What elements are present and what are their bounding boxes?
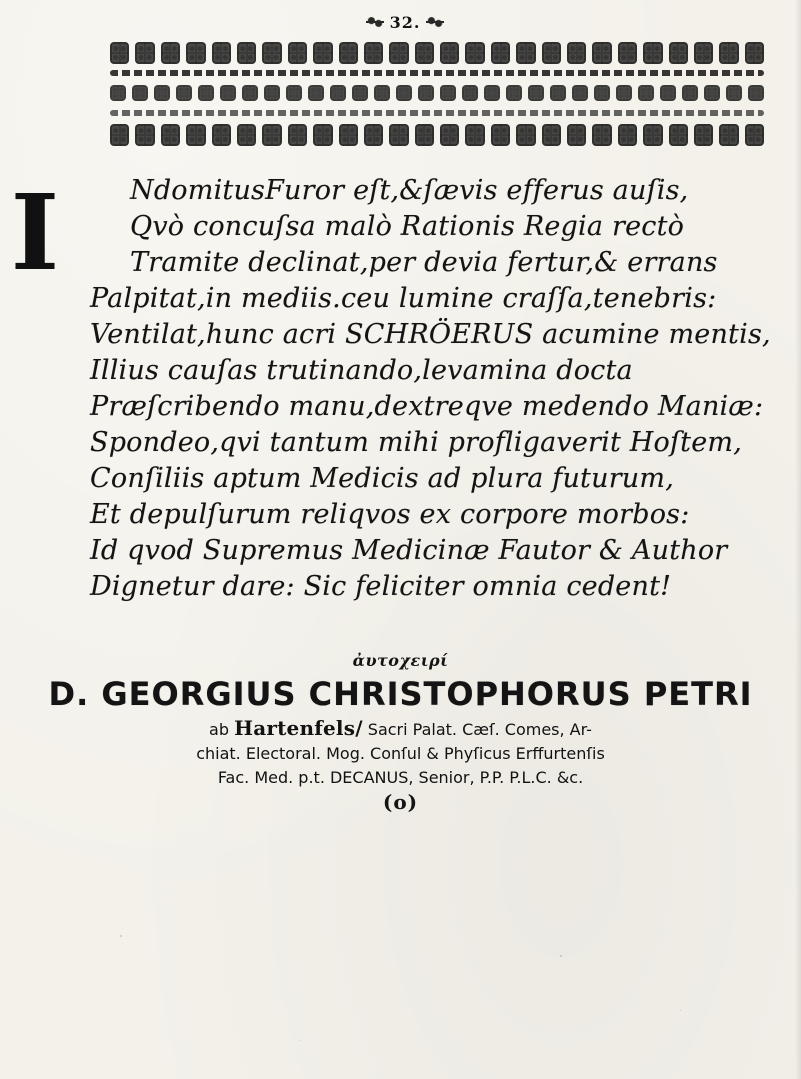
ornament-icon (638, 85, 654, 101)
ornament-icon (618, 42, 637, 64)
ornament-icon (135, 42, 154, 64)
poem-line: NdomitusFuror eſt,&ſævis efferus auſis, (130, 175, 689, 206)
poem-line: Præſcribendo manu,dextreqve medendo Maniæ: (90, 391, 764, 422)
ornament-row (110, 122, 764, 148)
ornamental-band (110, 40, 764, 160)
ornament-row (110, 80, 764, 106)
ornament-icon (242, 85, 258, 101)
ornament-icon (220, 85, 236, 101)
ornament-icon (465, 42, 484, 64)
poem-line: Illius cauſas trutinando,levamina docta (90, 355, 633, 386)
ornament-icon (462, 85, 478, 101)
closing-ornament: (o) (382, 790, 419, 814)
ornament-icon (719, 42, 738, 64)
ornament-icon (389, 124, 408, 146)
ornament-icon (262, 124, 281, 146)
ornament-icon (572, 85, 588, 101)
poem-line: Et depulſurum reliqvos ex corpore morbos: (90, 499, 690, 530)
ornament-icon (745, 124, 764, 146)
ornament-icon (440, 42, 459, 64)
ornament-icon (264, 85, 280, 101)
ornament-icon (719, 124, 738, 146)
ornament-icon (694, 124, 713, 146)
details-line-1 (0, 716, 801, 742)
ornament-icon (592, 124, 611, 146)
ornament-icon (132, 85, 148, 101)
ornament-icon (288, 124, 307, 146)
ornament-icon (339, 124, 358, 146)
ornament-icon (186, 124, 205, 146)
poem-line: Palpitat,in mediis.ceu lumine craſſa,tenebris: (90, 283, 717, 314)
right-ornament-icon (426, 15, 444, 29)
details-blackletter: Hartenfels/ (234, 716, 363, 740)
details-line-2: chiat. Electoral. Mog. Conſul & Phyſicus Erffurtenſis (196, 744, 605, 763)
ornament-icon (415, 42, 434, 64)
details-suffix: Sacri Palat. Cæſ. Comes, Ar- (367, 720, 592, 739)
ornament-icon (262, 42, 281, 64)
ornament-icon (660, 85, 676, 101)
ornament-icon (616, 85, 632, 101)
ornament-icon (176, 85, 192, 101)
ornament-icon (237, 124, 256, 146)
left-ornament-icon (366, 15, 384, 29)
ornament-icon (516, 42, 535, 64)
ornament-icon (330, 85, 346, 101)
ornament-icon (704, 85, 720, 101)
ornament-icon (313, 42, 332, 64)
poem-line: Id qvod Supremus Medicinæ Fautor & Author (90, 535, 728, 566)
ornament-icon (643, 124, 662, 146)
ornament-icon (669, 124, 688, 146)
ornament-icon (618, 124, 637, 146)
details-line-3: Fac. Med. p.t. DECANUS, Senior, P.P. P.L.C. &c. (217, 768, 584, 787)
ornament-icon (110, 42, 129, 64)
ornament-icon (592, 42, 611, 64)
ornament-icon (364, 42, 383, 64)
ornament-icon (186, 42, 205, 64)
poem-line: Qvò concuſsa malò Rationis Regia rectò (130, 211, 685, 242)
drop-cap: I (10, 171, 60, 294)
ornament-icon (110, 85, 126, 101)
ornament-rule (110, 70, 764, 76)
ornament-row (110, 40, 764, 66)
ornament-icon (308, 85, 324, 101)
author-name: D. GEORGIUS CHRISTOPHORUS PETRI (48, 675, 753, 713)
ornament-icon (682, 85, 698, 101)
ornament-icon (669, 42, 688, 64)
paper-speck (300, 1040, 301, 1041)
page-edge-shadow (795, 0, 801, 1079)
ornament-icon (352, 85, 368, 101)
ornament-icon (313, 124, 332, 146)
author-subtitle: ἀυτοχειρί (352, 651, 449, 670)
ornament-icon (550, 85, 566, 101)
ornament-icon (110, 124, 129, 146)
ornament-icon (396, 85, 412, 101)
ornament-icon (745, 42, 764, 64)
ornament-icon (364, 124, 383, 146)
ornament-icon (567, 42, 586, 64)
ornament-icon (643, 42, 662, 64)
ornament-icon (418, 85, 434, 101)
ornament-icon (161, 42, 180, 64)
ornament-icon (594, 85, 610, 101)
ornament-icon (135, 124, 154, 146)
ornament-icon (237, 42, 256, 64)
ornament-icon (567, 124, 586, 146)
ornament-icon (542, 124, 561, 146)
ornament-icon (516, 124, 535, 146)
ornament-icon (491, 124, 510, 146)
poem-line: Spondeo,qvi tantum mihi profligaverit Hoſtem, (90, 427, 742, 458)
ornament-icon (286, 85, 302, 101)
ornament-rule (110, 110, 764, 116)
ornament-icon (465, 124, 484, 146)
ornament-icon (440, 85, 456, 101)
ornament-icon (542, 42, 561, 64)
ornament-icon (484, 85, 500, 101)
ornament-icon (339, 42, 358, 64)
author-details (0, 716, 801, 790)
ornament-icon (212, 124, 231, 146)
ornament-icon (212, 42, 231, 64)
ornament-icon (154, 85, 170, 101)
paper-speck (120, 935, 122, 937)
poem-line: Dignetur dare: Sic feliciter omnia cedent! (90, 571, 672, 602)
ornament-icon (161, 124, 180, 146)
ornament-icon (506, 85, 522, 101)
ornament-icon (528, 85, 544, 101)
details-prefix: ab (209, 720, 230, 739)
ornament-icon (198, 85, 214, 101)
paper-speck (680, 1010, 681, 1011)
poem-line: Conſiliis aptum Medicis ad plura futurum, (90, 463, 674, 494)
ornament-icon (389, 42, 408, 64)
signature-mark (360, 10, 450, 34)
ornament-icon (694, 42, 713, 64)
ornament-icon (491, 42, 510, 64)
ornament-icon (374, 85, 390, 101)
ornament-icon (440, 124, 459, 146)
poem-line: Tramite declinat,per devia fertur,& errans (130, 247, 718, 278)
ornament-icon (415, 124, 434, 146)
ornament-icon (288, 42, 307, 64)
ornament-icon (726, 85, 742, 101)
paper-speck (560, 955, 562, 957)
poem-line: Ventilat,hunc acri SCHRÖERUS acumine mentis, (90, 319, 771, 350)
signature-text: 32. (389, 12, 421, 32)
ornament-icon (748, 85, 764, 101)
